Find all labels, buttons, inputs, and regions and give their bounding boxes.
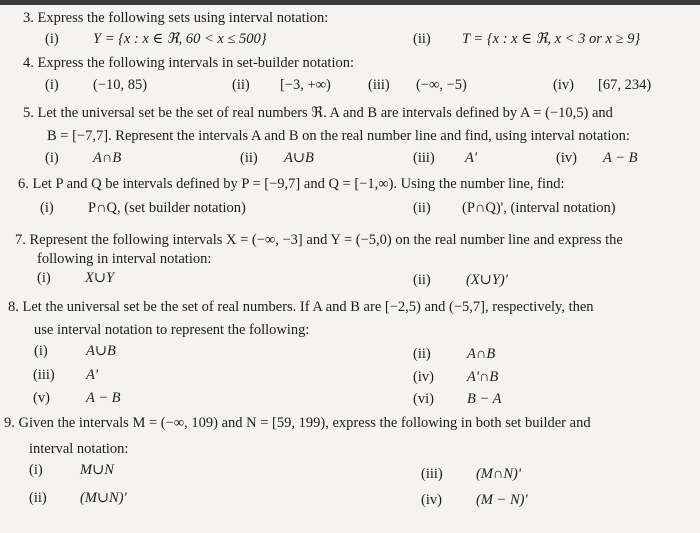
q8-v-label: (v) — [33, 390, 50, 406]
top-edge-bar — [0, 0, 700, 5]
q5-ii-label: (ii) — [240, 150, 258, 166]
q4-iii-label: (iii) — [368, 77, 390, 93]
q7-ii-expr: (X∪Y)' — [466, 272, 508, 288]
q9-text-2: interval notation: — [29, 441, 129, 457]
q3-text: 3. Express the following sets using interval notation: — [23, 10, 329, 26]
q9-i-label: (i) — [29, 462, 43, 478]
q6-i-label: (i) — [40, 200, 54, 216]
q8-v-expr: A − B — [86, 390, 121, 406]
q8-iv-expr: A'∩B — [467, 369, 499, 385]
q7-i-expr: X∪Y — [85, 270, 115, 286]
q7-text-2: following in interval notation: — [37, 251, 212, 267]
q9-iii-expr: (M∩N)' — [476, 466, 521, 482]
q5-i-expr: A∩B — [93, 150, 122, 166]
q8-text-2: use interval notation to represent the following: — [34, 322, 310, 338]
q8-i-expr: A∪B — [86, 343, 116, 359]
q4-i-label: (i) — [45, 77, 59, 93]
q4-iii-expr: (−∞, −5) — [416, 77, 467, 93]
q5-i-label: (i) — [45, 150, 59, 166]
q9-iii-label: (iii) — [421, 466, 443, 482]
q4-iv-expr: [67, 234) — [598, 77, 652, 93]
q9-ii-label: (ii) — [29, 490, 47, 506]
q9-iv-label: (iv) — [421, 492, 442, 508]
q5-iii-label: (iii) — [413, 150, 435, 166]
q8-vi-label: (vi) — [413, 391, 434, 407]
q9-text-1: 9. Given the intervals M = (−∞, 109) and N = [59, 199), express the following in both set builder and — [4, 415, 591, 431]
q8-i-label: (i) — [34, 343, 48, 359]
q5-iii-expr: A' — [465, 150, 477, 166]
q3-ii-label: (ii) — [413, 31, 431, 47]
q6-text: 6. Let P and Q be intervals defined by P = [−9,7] and Q = [−1,∞). Using the number line, find: — [18, 176, 565, 192]
q6-ii-expr: (P∩Q)', (interval notation) — [462, 200, 616, 216]
q7-i-label: (i) — [37, 270, 51, 286]
q5-iv-label: (iv) — [556, 150, 577, 166]
q4-ii-expr: [−3, +∞) — [280, 77, 331, 93]
q9-i-expr: M∪N — [80, 462, 114, 478]
q8-ii-expr: A∩B — [467, 346, 496, 362]
q5-ii-expr: A∪B — [284, 150, 314, 166]
q8-ii-label: (ii) — [413, 346, 431, 362]
q3-ii-expr: T = {x : x ∈ ℜ, x < 3 or x ≥ 9} — [462, 31, 641, 47]
q4-iv-label: (iv) — [553, 77, 574, 93]
q5-text-2: B = [−7,7]. Represent the intervals A and B on the real number line and find, using interval notation: — [47, 128, 630, 144]
q8-vi-expr: B − A — [467, 391, 502, 407]
q8-iv-label: (iv) — [413, 369, 434, 385]
q6-ii-label: (ii) — [413, 200, 431, 216]
q9-iv-expr: (M − N)' — [476, 492, 528, 508]
q4-i-expr: (−10, 85) — [93, 77, 148, 93]
q4-text: 4. Express the following intervals in set-builder notation: — [23, 55, 355, 71]
q5-text-1: 5. Let the universal set be the set of real numbers ℜ. A and B are intervals defined by A = (−10,5) and — [23, 105, 613, 121]
q4-ii-label: (ii) — [232, 77, 250, 93]
q7-text-1: 7. Represent the following intervals X = (−∞, −3] and Y = (−5,0) on the real number line and express the — [15, 232, 623, 248]
q6-i-expr: P∩Q, (set builder notation) — [88, 200, 246, 216]
q3-i-expr: Y = {x : x ∈ ℜ, 60 < x ≤ 500} — [93, 31, 267, 47]
q9-ii-expr: (M∪N)' — [80, 490, 127, 506]
q7-ii-label: (ii) — [413, 272, 431, 288]
q8-iii-expr: A' — [86, 367, 98, 383]
q5-iv-expr: A − B — [603, 150, 638, 166]
q3-i-label: (i) — [45, 31, 59, 47]
q8-iii-label: (iii) — [33, 367, 55, 383]
q8-text-1: 8. Let the universal set be the set of real numbers. If A and B are [−2,5) and (−5,7], respectively, then — [8, 299, 594, 315]
